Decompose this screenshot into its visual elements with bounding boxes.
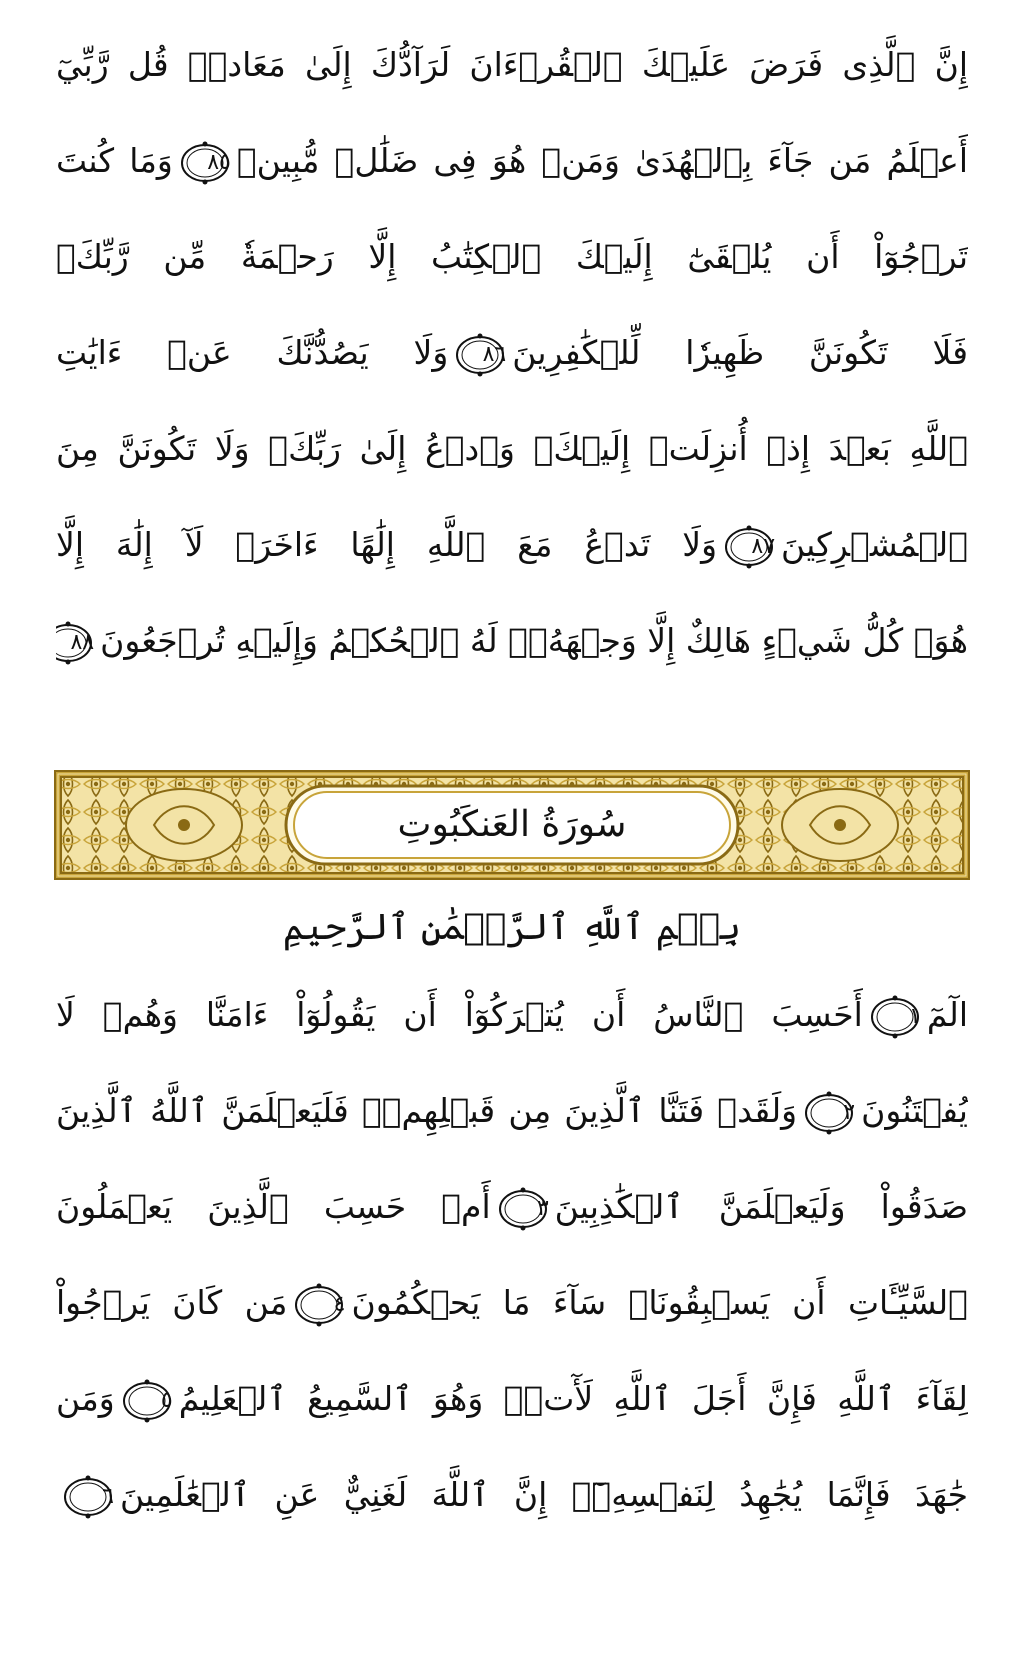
- verse-text: أَحَسِبَ ٱلنَّاسُ أَن يُتۡرَكُوٓاْ أَن يَقُولُوٓاْ ءَامَنَّا وَهُمۡ لَا: [56, 995, 863, 1034]
- text-line: [56, 970, 968, 1060]
- ayah-number-marker: [454, 333, 506, 377]
- verse-text: أَعۡلَمُ مَن جَآءَ بِٱلۡهُدَىٰ وَمَنۡ هُوَ فِى ضَلَٰلٖ مُّبِينٖ: [236, 141, 968, 180]
- verse-text: هُوَۚ كُلُّ شَيۡءٍ هَالِكٌ إِلَّا وَجۡهَهُۥۚ لَهُ ٱلۡحُكۡمُ وَإِلَيۡهِ تُرۡجَعُونَ: [100, 621, 968, 660]
- verse-text: فَلَا تَكُونَنَّ ظَهِيرٗا لِّلۡكَٰفِرِينَ: [512, 333, 968, 372]
- verse-text: مَن كَانَ يَرۡجُواْ: [56, 1283, 288, 1322]
- ayah-number-marker: [803, 1091, 855, 1135]
- text-line: [56, 1162, 968, 1252]
- basmala: بِسۡمِ ٱللَّهِ ٱلرَّحۡمَٰنِ ٱلرَّحِيمِ: [282, 907, 742, 948]
- ayah-number: ٣: [536, 1195, 549, 1221]
- verse-text: وَلَا يَصُدُّنَّكَ عَنۡ ءَايَٰتِ: [56, 333, 449, 372]
- verse-text: وَلَا تَدۡعُ مَعَ ٱللَّهِ إِلَٰهًا ءَاخَرَۘ لَآ إِلَٰهَ إِلَّا: [56, 525, 718, 564]
- verse-text: وَمَا كُنتَ: [56, 141, 173, 180]
- ayah-number-marker: [121, 1379, 173, 1423]
- ayah-number-marker: [293, 1283, 345, 1327]
- verse-text: الٓمٓ: [926, 995, 968, 1034]
- ayah-number-marker: [62, 1475, 114, 1519]
- verse-text: تَرۡجُوٓاْ أَن يُلۡقَىٰٓ إِلَيۡكَ ٱلۡكِتَٰبُ إِلَّا رَحۡمَةٗ مِّن رَّبِّكَۖ: [56, 237, 968, 276]
- ayah-number: ٨٨: [70, 629, 95, 655]
- text-line: [56, 308, 968, 398]
- text-line: [56, 1258, 968, 1348]
- verse-text: لِقَآءَ ٱللَّهِ فَإِنَّ أَجَلَ ٱللَّهِ لَأٓتٖۚ وَهُوَ ٱلسَّمِيعُ ٱلۡعَلِيمُ: [178, 1379, 968, 1418]
- text-line: [56, 212, 968, 302]
- text-line: [56, 1450, 968, 1540]
- text-line: [56, 20, 968, 110]
- verse-text: يُفۡتَنُونَ: [861, 1091, 968, 1130]
- ayah-number: ٨٥: [207, 149, 231, 175]
- ayah-number: ٦: [102, 1483, 114, 1509]
- text-line: [56, 1354, 968, 1444]
- text-line: [56, 116, 968, 206]
- ayah-number-marker: [56, 621, 94, 665]
- verse-text: إِنَّ ٱلَّذِى فَرَضَ عَلَيۡكَ ٱلۡقُرۡءَانَ لَرَآدُّكَ إِلَىٰ مَعَادٖۚ قُل رَّبِّيٓ: [56, 45, 968, 84]
- text-line: [56, 1066, 968, 1156]
- text-line: [56, 404, 968, 494]
- ayah-number: ٥: [160, 1387, 173, 1413]
- ayah-number-marker: [497, 1187, 549, 1231]
- ayah-number-marker: [179, 141, 231, 185]
- verse-text: ٱلۡمُشۡرِكِينَ: [781, 525, 968, 564]
- verse-text: ٱلسَّيِّـَٔاتِ أَن يَسۡبِقُونَاۚ سَآءَ مَا يَحۡكُمُونَ: [351, 1283, 968, 1322]
- verse-text: وَمَن: [56, 1379, 115, 1418]
- text-line: [56, 500, 968, 590]
- ayah-number: ٢: [843, 1099, 856, 1125]
- verse-text: أَمۡ حَسِبَ ٱلَّذِينَ يَعۡمَلُونَ: [56, 1187, 491, 1226]
- surah-title: سُورَةُ العَنكَبُوتِ: [397, 804, 627, 845]
- ayah-number: ٨٦: [482, 341, 507, 367]
- verse-text: ٱللَّهِ بَعۡدَ إِذۡ أُنزِلَتۡ إِلَيۡكَۖ وَٱدۡعُ إِلَىٰ رَبِّكَۖ وَلَا تَكُونَنَّ مِنَ: [56, 429, 968, 468]
- ayah-number-marker: [723, 525, 775, 569]
- ayah-number: ٤: [333, 1291, 346, 1317]
- text-line: [56, 596, 968, 686]
- verse-text: صَدَقُواْ وَلَيَعۡلَمَنَّ ٱلۡكَٰذِبِينَ: [554, 1187, 968, 1226]
- verse-text: وَلَقَدۡ فَتَنَّا ٱلَّذِينَ مِن قَبۡلِهِمۡۖ فَلَيَعۡلَمَنَّ ٱللَّهُ ٱلَّذِينَ: [56, 1091, 798, 1130]
- verse-text: جَٰهَدَ فَإِنَّمَا يُجَٰهِدُ لِنَفۡسِهِۦٓۚ إِنَّ ٱللَّهَ لَغَنِيٌّ عَنِ ٱلۡعَٰلَمِينَ: [120, 1475, 968, 1514]
- ayah-number: ٨٧: [751, 533, 776, 559]
- ayah-number: ١: [908, 1003, 921, 1029]
- ayah-number-marker: [869, 995, 921, 1039]
- surah-header-banner: [54, 770, 970, 880]
